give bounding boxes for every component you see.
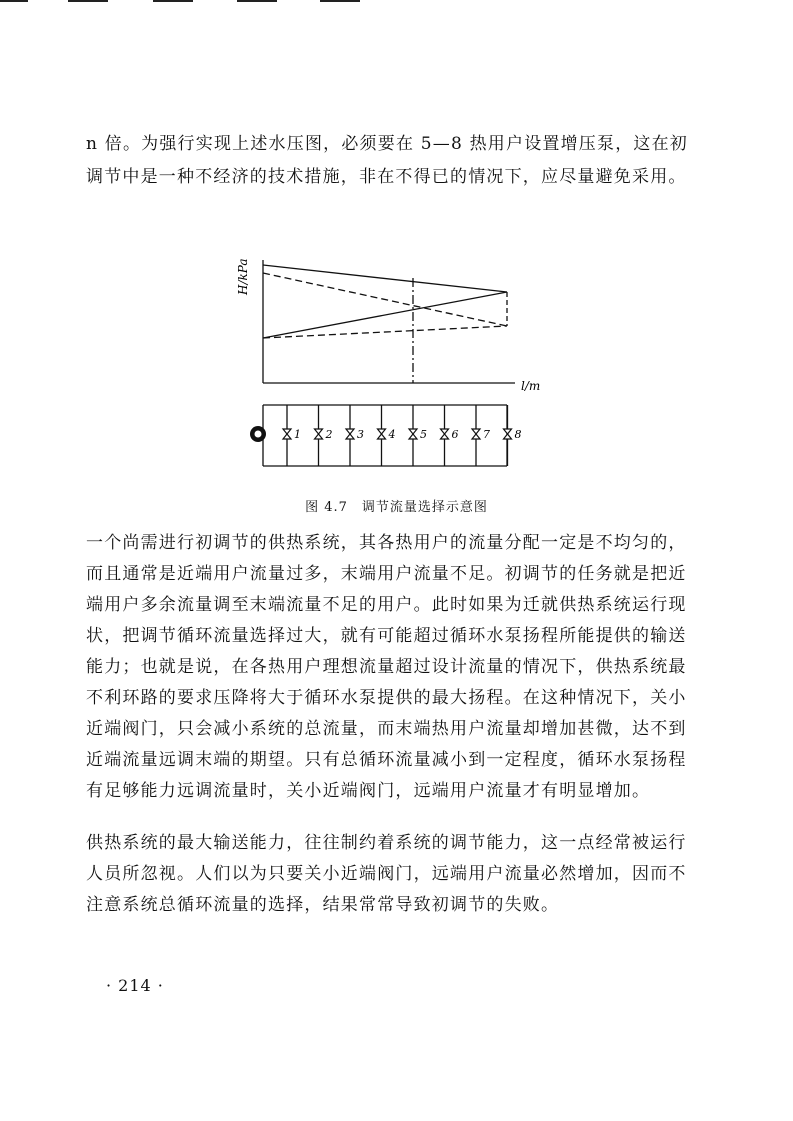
x-axis-label: l/m bbox=[521, 379, 541, 393]
y-axis-label: H/kPa bbox=[236, 258, 250, 295]
valve-label: 1 bbox=[294, 428, 301, 441]
paragraph-conclusion: 供热系统的最大输送能力，往往制约着系统的调节能力，这一点经常被运行人员所忽视。人们以为只要关小近端阀门，远端用户流量必然增加，因而不注意系统总循环流量的选择，结果常常导致初调节的失败。 bbox=[86, 833, 687, 915]
valve-icon bbox=[283, 429, 291, 439]
valve-label: 3 bbox=[357, 428, 364, 441]
valve-label: 8 bbox=[514, 428, 522, 441]
valve-group bbox=[283, 405, 522, 466]
valve-label: 5 bbox=[420, 428, 427, 441]
valve-icon bbox=[315, 429, 323, 439]
line-bottom-rising-dashed bbox=[263, 326, 507, 338]
valve-icon bbox=[346, 429, 354, 439]
header-rule-3 bbox=[153, 0, 193, 2]
header-rule-4 bbox=[237, 0, 277, 2]
figure-caption: 图 4.7 调节流量选择示意图 bbox=[305, 500, 488, 515]
valve-icon bbox=[504, 429, 512, 439]
valve-label: 6 bbox=[451, 428, 459, 441]
valve-icon bbox=[409, 429, 417, 439]
header-rule-1 bbox=[0, 0, 28, 2]
header-rule-5 bbox=[320, 0, 360, 2]
page-number: · 214 · bbox=[106, 976, 164, 995]
valve-icon bbox=[441, 429, 449, 439]
valve-icon bbox=[378, 429, 386, 439]
paragraph-intro: n 倍。为强行实现上述水压图，必须要在 5—8 热用户设置增压泵，这在初调节中是一种不经济的技术措施，非在不得已的情况下，应尽量避免采用。 bbox=[86, 134, 688, 187]
header-rule-2 bbox=[68, 0, 108, 2]
line-top-falling bbox=[263, 265, 507, 292]
valve-label: 4 bbox=[388, 428, 396, 441]
paragraph-main: 一个尚需进行初调节的供热系统，其各热用户的流量分配一定是不均匀的，而且通常是近端用户流量过多，末端用户流量不足。初调节的任务就是把近端用户多余流量调至末端流量不足的用户。此时如果为迁就供热系统运行现状，把调节循环流量选择过大，就有可能超过循环水泵扬程所能提供的输送能力；也就是说，在各热用户理想流量超过设计流量的情况下，供热系统最不利环路的要求压降将大于循环水泵提供的最大扬程。在这种情况下，关小近端阀门，只会减小系统的总流量，而末端热用户流量却增加甚微，达不到近端流量远调末端的期望。只有总循环流量减小到一定程度，循环水泵扬程有足够能力远调流量时，关小近端阀门，远端用户流量才有明显增加。 bbox=[86, 533, 687, 801]
valve-icon bbox=[472, 429, 480, 439]
figure-flow-diagram bbox=[225, 240, 555, 480]
valve-label: 2 bbox=[325, 428, 333, 441]
valve-label: 7 bbox=[483, 428, 490, 441]
figure-svg bbox=[225, 240, 555, 480]
